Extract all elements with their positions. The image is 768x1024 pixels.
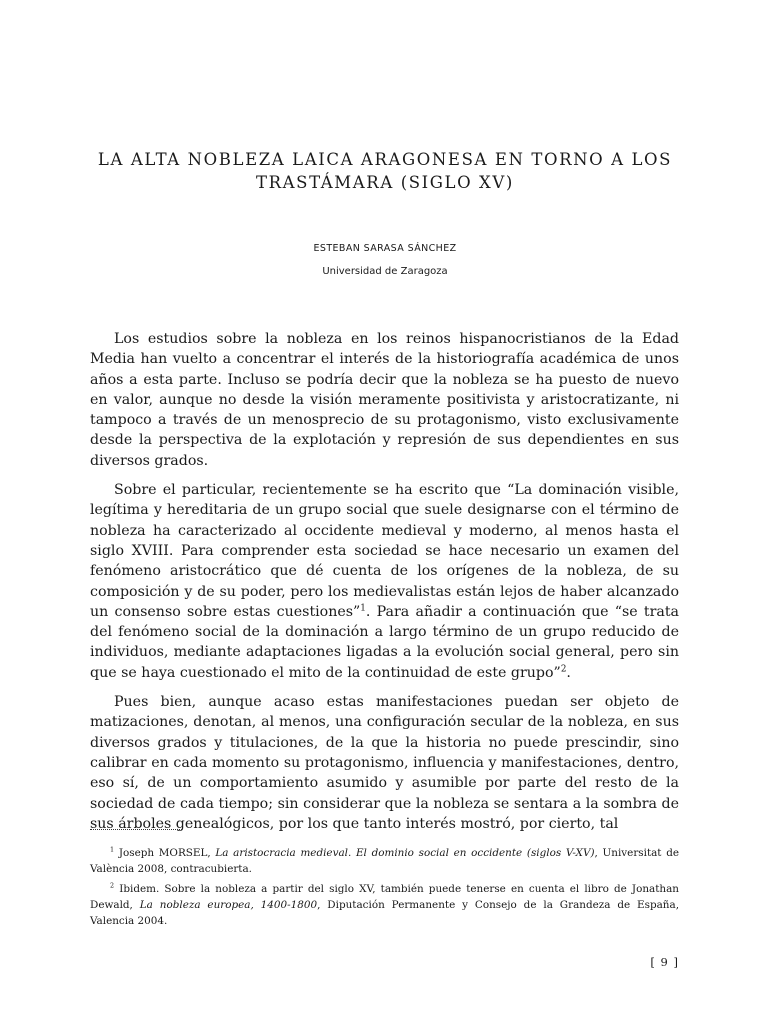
footnotes (90, 845, 679, 933)
article-title-line-2: TRASTÁMARA (SIGLO XV) (256, 173, 514, 192)
paragraph-text: . Para añadir a continuación que “se trata del fenómeno social de la dominación a largo término de un grupo reducido de individuos, mediante adaptaciones ligadas a la evolución social general, pero sin que se haya cuestionado el mito de la continuidad de este grupo” (90, 603, 679, 681)
author-name: ESTEBAN SARASA SÁNCHEZ (313, 243, 457, 254)
article-title (90, 148, 680, 194)
footnote-reference[interactable]: 2 (560, 664, 567, 675)
paragraph (90, 480, 679, 683)
paragraph-text: Sobre el particular, recientemente se ha escrito que “La dominación visible, legítima y hereditaria de un grupo social que suele designarse con el término de nobleza ha caracterizado al occidente medieval y moderno, al menos hasta el siglo XVIII. Para comprender esta sociedad se hace necesario un examen del fenómeno aristocrático que dé cuenta de los orígenes de la nobleza, de su composición y de su poder, pero los medievalistas están lejos de haber alcanzado un consenso sobre estas cuestiones” (90, 482, 679, 620)
article-title-line-1: LA ALTA NOBLEZA LAICA ARAGONESA EN TORNO A LOS (97, 150, 673, 169)
footnote-text: , Diputación Permanente y Consejo de la Grandeza de España, Valencia 2004. (90, 899, 679, 927)
footnote-text: , Universitat de València 2008, contracubierta. (90, 847, 679, 875)
paragraph: Los estudios sobre la nobleza en los reinos hispanocristianos de la Edad Media han vuelto a concentrar el interés de la historiografía académica de unos años a esta parte. Incluso se podría decir que la nobleza se ha puesto de nuevo en valor, aunque no desde la visión meramente positivista y aristocratizante, ni tampoco a través de un menosprecio de su protagonismo, visto exclusivamente desde la perspectiva de la explotación y represión de sus dependientes en sus diversos grados. (90, 331, 679, 469)
paragraph: Pues bien, aunque acaso estas manifestaciones puedan ser objeto de matizaciones, denotan, al menos, una configuración secular de la nobleza, en sus diversos grados y titulaciones, de la que la historia no puede prescindir, sino calibrar en cada momento su protagonismo, influencia y manifestaciones, dentro, eso sí, de un comportamiento asumido y asumible por parte del resto de la sociedad de cada tiempo; sin considerar que la nobleza se sentara a la sombra de sus árboles genealógicos, por los que tanto interés mostró, por cierto, tal (90, 694, 679, 832)
footnote-number: 1 (110, 845, 115, 854)
author-affiliation: Universidad de Zaragoza (322, 266, 448, 277)
footnote (90, 845, 679, 877)
footnote-separator (90, 829, 182, 830)
footnote-book-title: La nobleza europea, 1400-1800 (139, 899, 318, 911)
body-text (90, 329, 679, 843)
footnote-text: Ibidem. Sobre la nobleza a partir del siglo XV, también puede tenerse en cuenta el libro de Jonathan Dewald, (90, 883, 679, 911)
paragraph-text: . (566, 664, 571, 681)
footnote-reference[interactable]: 1 (360, 603, 366, 614)
page-number: [ 9 ] (650, 955, 679, 969)
footnote-text: Joseph MORSEL, (118, 847, 216, 859)
footnote (90, 881, 679, 929)
footnote-book-title: La aristocracia medieval. El dominio social en occidente (siglos V-XV) (215, 847, 595, 859)
footnote-number: 2 (110, 881, 115, 890)
